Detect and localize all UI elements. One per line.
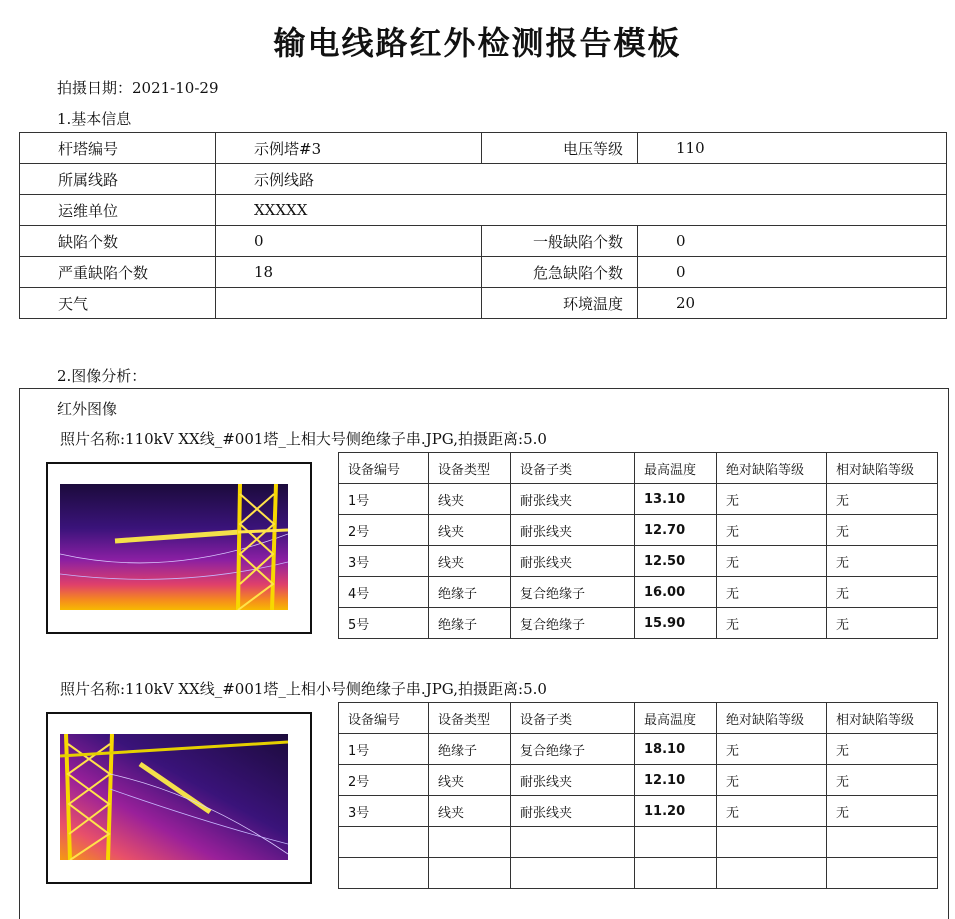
infrared-image <box>60 734 288 860</box>
table-header-row <box>339 453 938 484</box>
absolute-defect-level: 无 <box>717 546 827 577</box>
info-row <box>20 164 947 195</box>
device-subtype <box>511 827 635 858</box>
device-subtype: 耐张线夹 <box>511 515 635 546</box>
device-subtype: 耐张线夹 <box>511 765 635 796</box>
table-row <box>339 858 938 889</box>
device-id: 1号 <box>339 484 429 515</box>
device-type: 绝缘子 <box>429 608 511 639</box>
device-id <box>339 827 429 858</box>
device-type <box>429 827 511 858</box>
info-value: 示例塔#3 <box>216 133 482 164</box>
info-label: 所属线路 <box>20 164 216 195</box>
device-subtype: 复合绝缘子 <box>511 608 635 639</box>
info-value: 0 <box>216 226 482 257</box>
report-title: 输电线路红外检测报告模板 <box>273 24 682 62</box>
absolute-defect-level: 无 <box>717 577 827 608</box>
absolute-defect-level <box>717 827 827 858</box>
photo-caption: 照片名称:110kV XX线_#001塔_上相小号侧绝缘子串.JPG,拍摄距离:5.0 <box>60 680 547 698</box>
relative-defect-level: 无 <box>827 515 938 546</box>
device-subtype: 耐张线夹 <box>511 796 635 827</box>
info-label: 严重缺陷个数 <box>20 257 216 288</box>
device-table <box>338 702 938 889</box>
table-row <box>339 827 938 858</box>
relative-defect-level: 无 <box>827 765 938 796</box>
absolute-defect-level: 无 <box>717 515 827 546</box>
max-temperature: 13.10 <box>635 484 717 515</box>
info-row <box>20 257 947 288</box>
relative-defect-level: 无 <box>827 796 938 827</box>
device-id: 3号 <box>339 796 429 827</box>
info-value: 示例线路 <box>216 164 947 195</box>
column-header: 设备子类 <box>511 703 635 734</box>
info-row <box>20 288 947 319</box>
device-id: 5号 <box>339 608 429 639</box>
photo-caption: 照片名称:110kV XX线_#001塔_上相大号侧绝缘子串.JPG,拍摄距离:5.0 <box>60 430 547 448</box>
infrared-photo <box>46 712 312 884</box>
device-id <box>339 858 429 889</box>
table-row <box>339 796 938 827</box>
basic-info-table <box>19 132 947 319</box>
relative-defect-level: 无 <box>827 577 938 608</box>
infrared-photo <box>46 462 312 634</box>
max-temperature: 12.10 <box>635 765 717 796</box>
device-id: 3号 <box>339 546 429 577</box>
relative-defect-level: 无 <box>827 734 938 765</box>
column-header: 相对缺陷等级 <box>827 703 938 734</box>
device-type: 线夹 <box>429 546 511 577</box>
device-type: 线夹 <box>429 796 511 827</box>
info-row <box>20 226 947 257</box>
absolute-defect-level: 无 <box>717 734 827 765</box>
column-header: 设备类型 <box>429 703 511 734</box>
section-basic-info: 1.基本信息 <box>57 110 132 128</box>
table-row <box>339 577 938 608</box>
column-header: 绝对缺陷等级 <box>717 703 827 734</box>
table-row <box>339 515 938 546</box>
info-row <box>20 195 947 226</box>
info-value: 18 <box>216 257 482 288</box>
device-subtype: 耐张线夹 <box>511 546 635 577</box>
device-subtype: 耐张线夹 <box>511 484 635 515</box>
section-image-analysis: 2.图像分析： <box>57 367 147 385</box>
table-header-row <box>339 703 938 734</box>
table-row <box>339 608 938 639</box>
column-header: 相对缺陷等级 <box>827 453 938 484</box>
relative-defect-level: 无 <box>827 546 938 577</box>
device-subtype: 复合绝缘子 <box>511 577 635 608</box>
ir-image-label: 红外图像 <box>57 400 118 418</box>
device-type: 线夹 <box>429 484 511 515</box>
absolute-defect-level: 无 <box>717 484 827 515</box>
info-label: 缺陷个数 <box>20 226 216 257</box>
max-temperature <box>635 827 717 858</box>
capture-date: 拍摄日期：2021-10-29 <box>57 79 219 97</box>
column-header: 设备类型 <box>429 453 511 484</box>
info-label: 天气 <box>20 288 216 319</box>
info-value <box>216 288 482 319</box>
max-temperature: 12.50 <box>635 546 717 577</box>
relative-defect-level <box>827 858 938 889</box>
max-temperature: 11.20 <box>635 796 717 827</box>
table-row <box>339 765 938 796</box>
table-row <box>339 484 938 515</box>
device-type: 绝缘子 <box>429 734 511 765</box>
column-header: 绝对缺陷等级 <box>717 453 827 484</box>
table-row <box>339 734 938 765</box>
relative-defect-level: 无 <box>827 484 938 515</box>
max-temperature: 16.00 <box>635 577 717 608</box>
device-id: 1号 <box>339 734 429 765</box>
info-label: 电压等级 <box>482 133 638 164</box>
column-header: 设备子类 <box>511 453 635 484</box>
max-temperature: 15.90 <box>635 608 717 639</box>
max-temperature: 12.70 <box>635 515 717 546</box>
device-table <box>338 452 938 639</box>
device-type: 线夹 <box>429 515 511 546</box>
absolute-defect-level: 无 <box>717 608 827 639</box>
max-temperature: 18.10 <box>635 734 717 765</box>
relative-defect-level <box>827 827 938 858</box>
info-label: 一般缺陷个数 <box>482 226 638 257</box>
info-label: 环境温度 <box>482 288 638 319</box>
info-value: 110 <box>638 133 947 164</box>
device-id: 2号 <box>339 765 429 796</box>
info-row <box>20 133 947 164</box>
absolute-defect-level: 无 <box>717 765 827 796</box>
column-header: 最高温度 <box>635 703 717 734</box>
device-id: 4号 <box>339 577 429 608</box>
info-value: 0 <box>638 226 947 257</box>
infrared-image <box>60 484 288 610</box>
device-id: 2号 <box>339 515 429 546</box>
column-header: 设备编号 <box>339 703 429 734</box>
device-subtype: 复合绝缘子 <box>511 734 635 765</box>
max-temperature <box>635 858 717 889</box>
device-type <box>429 858 511 889</box>
absolute-defect-level <box>717 858 827 889</box>
device-type: 绝缘子 <box>429 577 511 608</box>
device-type: 线夹 <box>429 765 511 796</box>
column-header: 最高温度 <box>635 453 717 484</box>
info-value: 0 <box>638 257 947 288</box>
info-value: 20 <box>638 288 947 319</box>
info-label: 危急缺陷个数 <box>482 257 638 288</box>
table-row <box>339 546 938 577</box>
absolute-defect-level: 无 <box>717 796 827 827</box>
info-label: 杆塔编号 <box>20 133 216 164</box>
column-header: 设备编号 <box>339 453 429 484</box>
relative-defect-level: 无 <box>827 608 938 639</box>
device-subtype <box>511 858 635 889</box>
info-value: XXXXX <box>216 195 947 226</box>
info-label: 运维单位 <box>20 195 216 226</box>
